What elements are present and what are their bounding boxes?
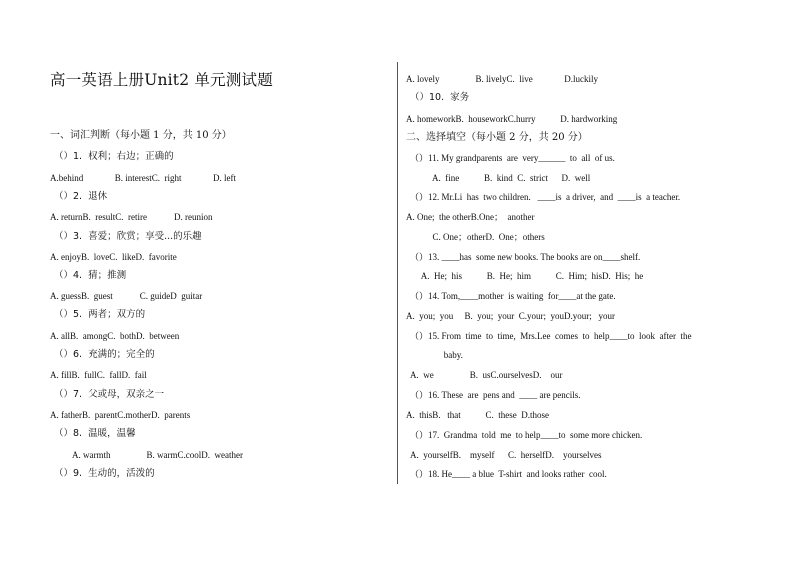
question-18: （）18. He____ a blue T-shirt and looks rather cool. — [410, 469, 607, 479]
question-15: （）15. From time to time, Mrs.Lee comes to help____to look after the — [410, 331, 692, 341]
question-16: （）16. These are pens and ____ are pencils. — [410, 390, 581, 400]
options-14: A. you; you B. you; your C.your; youD.your; your — [406, 311, 615, 321]
page-title: 高一英语上册Unit2 单元测试题 — [50, 71, 273, 89]
question-5: （）5. 两者；双方的 — [54, 309, 146, 320]
question-10: （）10. 家务 — [410, 92, 470, 103]
options-1: A.behind B. interestC. right D. left — [50, 173, 236, 183]
question-8: （）8. 温暖，温馨 — [54, 428, 136, 439]
question-1: （）1. 权利；右边；正确的 — [54, 151, 174, 162]
options-10: A. homeworkB. houseworkC.hurry D. hardworking — [406, 114, 618, 124]
options-11: A. fine B. kind C. strict D. well — [410, 173, 591, 183]
question-13: （）13. ____has some new books. The books are on____shelf. — [410, 252, 641, 262]
question-15-cont: baby. — [410, 350, 463, 360]
options-12-a: A. One; the otherB.One； another — [406, 212, 535, 222]
section-heading-vocabulary: 一、词汇判断（每小题 1 分，共 10 分） — [50, 130, 232, 141]
question-4: （）4. 猜；推测 — [54, 270, 127, 281]
options-12-b: C. One；otherD. One；others — [410, 232, 545, 242]
question-12: （）12. Mr.Li has two children. ____is a driver, and ____is a teacher. — [410, 192, 681, 202]
section-heading-fill-in: 二、选择填空（每小题 2 分，共 20 分） — [406, 132, 588, 143]
options-9: A. lovely B. livelyC. live D.luckily — [406, 74, 598, 84]
question-9: （）9. 生动的，活泼的 — [54, 468, 155, 479]
question-2: （）2. 退休 — [54, 191, 108, 202]
options-7: A. fatherB. parentC.motherD. parents — [50, 410, 191, 420]
question-11: （）11. My grandparents are very______ to all of us. — [410, 153, 615, 163]
options-8: A. warmth B. warmC.coolD. weather — [50, 450, 243, 460]
question-3: （）3. 喜爱；欣赏；享受...的乐趣 — [54, 231, 202, 242]
question-14: （）14. Tom,____mother is waiting for____at the gate. — [410, 291, 616, 301]
options-2: A. returnB. resultC. retire D. reunion — [50, 212, 213, 222]
options-3: A. enjoyB. loveC. likeD. favorite — [50, 252, 177, 262]
question-7: （）7. 父或母，双亲之一 — [54, 389, 165, 400]
options-4: A. guessB. guest C. guideD guitar — [50, 291, 203, 301]
options-17: A. yourselfB. myself C. herselfD. yourselves — [406, 450, 602, 460]
options-16: A. thisB. that C. these D.those — [406, 410, 549, 420]
question-6: （）6. 充满的；完全的 — [54, 349, 155, 360]
column-divider — [397, 62, 398, 484]
options-13: A. He; his B. He; him C. Him; hisD. His; he — [410, 271, 644, 281]
options-15: A. we B. usC.ourselvesD. our — [406, 370, 563, 380]
options-6: A. fillB. fullC. fallD. fail — [50, 370, 147, 380]
options-5: A. allB. amongC. bothD. between — [50, 331, 180, 341]
question-17: （）17. Grandma told me to help____to some more chicken. — [410, 430, 643, 440]
